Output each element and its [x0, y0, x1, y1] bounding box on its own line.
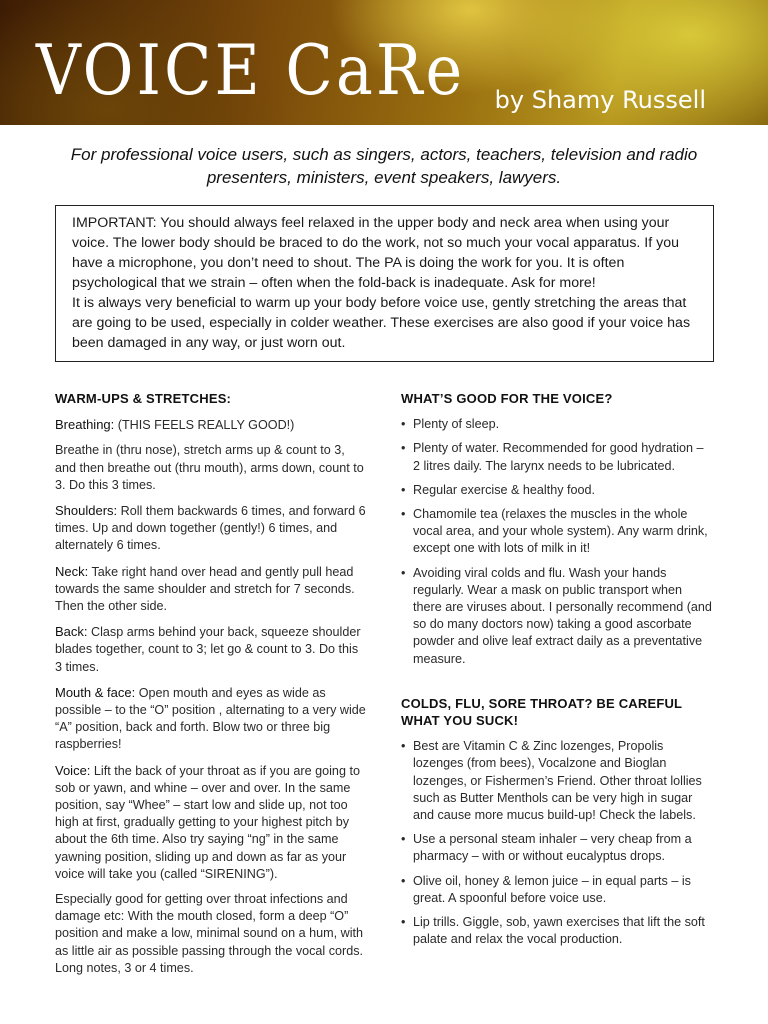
list-item: • Best are Vitamin C & Zinc lozenges, Propolis lozenges (from bees), Vocalzone and Bioglan lozenges, or Fishermen’s Friend. Other throat lollies such as Butter Menthols can be very high in sugar and cause more mucus build-up! Check the labels.: [401, 738, 713, 824]
warmup-item-hum: [55, 891, 367, 977]
list-item: • Use a personal steam inhaler – very cheap from a pharmacy – with or without eucalyptus drops.: [401, 831, 713, 865]
author-byline: by Shamy Russell: [494, 86, 706, 114]
bullet-icon: •: [401, 482, 406, 497]
warmup-item-breathing-steps: [55, 442, 367, 494]
warmup-lead: Voice:: [55, 762, 91, 778]
bullet-icon: •: [401, 739, 406, 754]
warmup-item-breathing: [55, 416, 367, 434]
list-item: • Plenty of sleep.: [401, 416, 713, 433]
colds-heading: COLDS, FLU, SORE THROAT? BE CAREFUL WHAT YOU SUCK!: [401, 695, 682, 729]
list-item: • Avoiding viral colds and flu. Wash your hands regularly. Wear a mask on public transport when there are viruses about. I personally recommend (and so do many doctors now) taking a good ascorbate powder and olive leaf extract daily as a preventative measure.: [401, 565, 713, 668]
warmup-text: Especially good for getting over throat infections and damage etc: With the mouth closed, form a deep “O” position and make a low, minimal sound on a hum, with as little air as possible passing through the vocal cords. Long notes, 3 or 4 times.: [55, 892, 364, 975]
bullet-icon: •: [401, 873, 406, 888]
warmup-text: (THIS FEELS REALLY GOOD!): [114, 418, 295, 433]
warmups-column: [55, 390, 367, 985]
section-spacer: [401, 675, 713, 695]
warmup-lead: Shoulders:: [55, 503, 118, 519]
bullet-icon: •: [401, 417, 406, 432]
warmup-text: Take right hand over head and gently pull head towards the same shoulder and stretch for 7 seconds. Then the other side.: [55, 564, 355, 614]
header-banner: [0, 0, 768, 125]
page-title: VOICE CaRe: [36, 29, 466, 112]
bullet-icon: •: [401, 832, 406, 847]
warmups-heading: WARM-UPS & STRETCHES:: [55, 391, 232, 406]
warmup-lead: Back:: [55, 624, 88, 640]
warmup-item-neck: [55, 563, 367, 616]
good-for-voice-heading: WHAT’S GOOD FOR THE VOICE?: [401, 391, 613, 406]
bullet-icon: •: [401, 441, 406, 456]
list-item: • Olive oil, honey & lemon juice – in equal parts – is great. A spoonful before voice use.: [401, 873, 713, 907]
warmup-item-shoulders: [55, 502, 367, 555]
warmup-lead: Breathing:: [55, 417, 115, 433]
warmup-item-voice: [55, 762, 367, 883]
important-notice-box: [55, 205, 714, 362]
warmup-text: Breathe in (thru nose), stretch arms up & count to 3, and then breathe out (thru mouth), arms down, count to 3. Do this 3 times.: [55, 443, 364, 492]
important-paragraph-2: It is always very beneficial to warm up your body before voice use, gently stretching the areas that are going to be used, especially in colder weather. These exercises are also good if your voice has been damaged in any way, or just worn out.: [72, 295, 691, 351]
list-item: • Plenty of water. Recommended for good hydration – 2 litres daily. The larynx needs to be lubricated.: [401, 440, 713, 474]
list-item: • Lip trills. Giggle, sob, yawn exercises that lift the soft palate and relax the vocal production.: [401, 914, 713, 948]
list-item: • Chamomile tea (relaxes the muscles in the whole vocal area, and your whole system). Any warm drink, except one with lots of milk in it!: [401, 506, 713, 558]
warmup-lead: Neck:: [55, 563, 89, 579]
warmup-text: Lift the back of your throat as if you are going to sob or yawn, and whine – over and over. In the same position, say “Whee” – start low and slide up, not too high at first, gradually getting to your highest pitch by about the 6th time. Also try saying “ng” in the same yawning position, sliding up and down as far as your voice will take you (called “SIRENING”).: [55, 763, 360, 881]
bullet-icon: •: [401, 565, 406, 580]
warmup-text: Roll them backwards 6 times, and forward 6 times. Up and down together (gently!) 6 times, and alternately 6 times.: [55, 504, 366, 553]
list-item: • Regular exercise & healthy food.: [401, 482, 713, 499]
warmup-item-mouth-face: [55, 684, 367, 754]
warmup-text: Clasp arms behind your back, squeeze shoulder blades together, count to 3; let go & count to 3. Do this 3 times.: [55, 625, 361, 674]
tips-column: [401, 390, 713, 955]
warmup-item-back: [55, 623, 367, 676]
intro-text: For professional voice users, such as singers, actors, teachers, television and radio presenters, ministers, event speakers, lawyers.: [70, 145, 698, 187]
warmup-lead: Mouth & face:: [55, 684, 136, 700]
important-paragraph-1: IMPORTANT: You should always feel relaxed in the upper body and neck area when using your voice. The lower body should be braced to do the work, not so much your vocal apparatus. If you have a microphone, you don’t need to shout. The PA is doing the work for you. It is often psychological that we strain – often when the fold-back is inadequate. Ask for more!: [72, 215, 679, 291]
warmup-text: Open mouth and eyes as wide as possible – to the “O” position , alternating to a very wide “A” position, back and forth. Blow two or three big raspberries!: [55, 685, 366, 752]
bullet-icon: •: [401, 507, 406, 522]
bullet-icon: •: [401, 915, 406, 930]
